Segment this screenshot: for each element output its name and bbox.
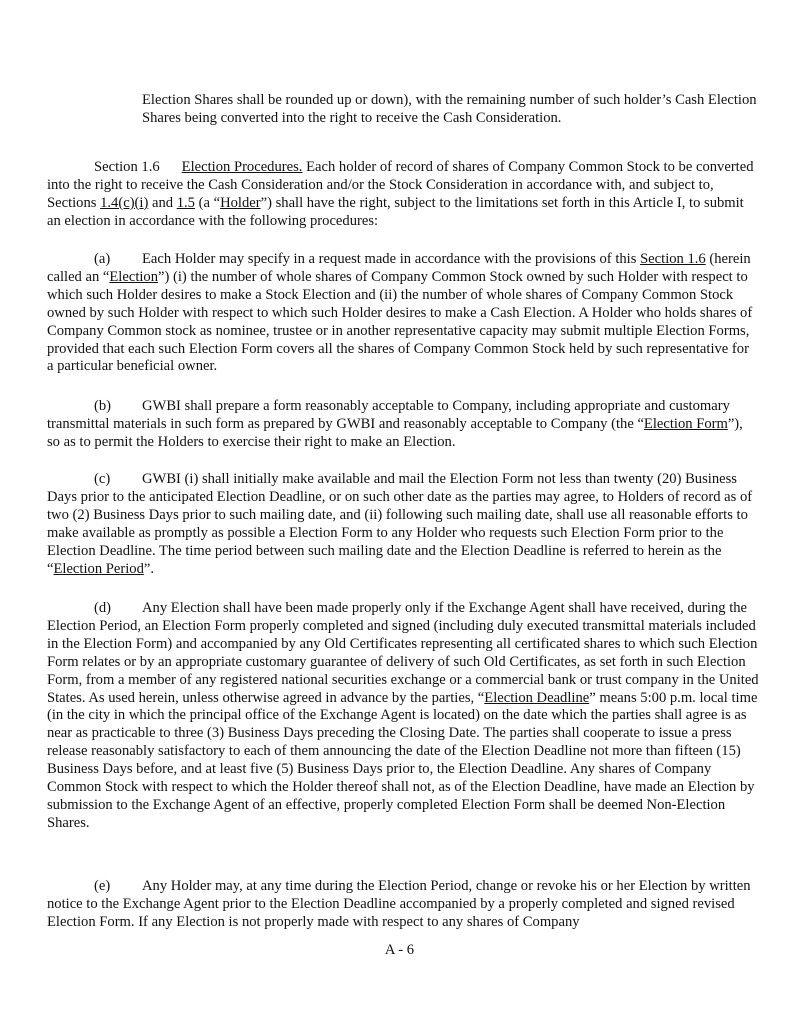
section-1-6-paragraph bbox=[47, 159, 759, 231]
paragraph-d-text-1: Any Election shall have been made properly only if the Exchange Agent shall have received, during the Election Period, an Election Form properly completed and signed (including duly executed transmittal materials included in the Election Form) and accompanied by any Old Certificates representing all certificated shares to which such Election Form relates or by an appropriate customary guarantee of delivery of such Old Certificates, as set forth in such Election Form, from a member of any registered national securities exchange or a commercial bank or trust company in the United States. As used herein, unless otherwise agreed in advance by the parties, “ bbox=[47, 600, 759, 706]
defined-term-holder: Holder bbox=[220, 194, 261, 211]
paragraph-b-text-2: ”), so as to permit the Holders to exercise their right to make an Election. bbox=[47, 415, 743, 450]
section-title: Election Procedures. bbox=[181, 159, 303, 175]
continuation-text: Election Shares shall be rounded up or down), with the remaining number of such holder’s Cash Election Shares being converted into the right to receive the Cash Consideration. bbox=[142, 92, 757, 126]
paragraph-b bbox=[47, 398, 759, 452]
page-number: A - 6 bbox=[384, 942, 415, 958]
section-text-4: ”) shall have the right, subject to the limitations set forth in this Article I, to submit an election in accordance with the following procedures: bbox=[47, 194, 744, 229]
paragraph-d-text-2: ” means 5:00 p.m. local time (in the city in which the principal office of the Exchange Agent is located) on the date which the parties shall agree is as near as practicable to three (3) Business Days preceding the Closing Date. The parties shall cooperate to issue a press release reasonably satisfactory to each of them announcing the date of the Election Deadline not more than fifteen (15) Business Days before, and at least five (5) Business Days prior to, the Election Deadline. Any shares of Company Common Stock with respect to which the Holder thereof shall not, as of the Election Deadline, have made an Election by submission to the Exchange Agent of an effective, properly completed Election Form shall be deemed Non-Election Shares. bbox=[47, 689, 758, 831]
continuation-paragraph bbox=[142, 92, 760, 128]
paragraph-c-text-2: ”. bbox=[143, 560, 155, 577]
paragraph-a-text-2: (herein called an “ bbox=[47, 251, 751, 285]
paragraph-c-text-1: GWBI (i) shall initially make available and mail the Election Form not less than twenty (20) Business Days prior to the anticipated Election Deadline, or on such other date as the parties may agree, to Holders of record as of two (2) Business Days prior to such mailing date, and (ii) following such mailing date, shall use all reasonable efforts to make available as promptly as possible a Election Form to any Holder who requests such Election Form prior to the Election Deadline. The time period between such mailing date and the Election Deadline is referred to herein as the “ bbox=[47, 471, 753, 577]
paragraph-d-label: (d) bbox=[94, 600, 112, 616]
section-ref-1-4-c-i: 1.4(c)(i) bbox=[100, 194, 149, 211]
section-text-2: and bbox=[148, 194, 177, 211]
paragraph-b-text-1: GWBI shall prepare a form reasonably acceptable to Company, including appropriate and customary transmittal materials in such form as prepared by GWBI and reasonably acceptable to Company (the “ bbox=[47, 398, 730, 432]
defined-term-election-period: Election Period bbox=[53, 560, 144, 577]
defined-term-election: Election bbox=[109, 268, 159, 285]
paragraph-a-label: (a) bbox=[94, 251, 111, 267]
paragraph-c bbox=[47, 471, 759, 578]
paragraph-a-text-3: ”) (i) the number of whole shares of Company Common Stock owned by such Holder with respect to which such Holder desires to make a Stock Election and (ii) the number of whole shares of Company Common Stock owned by such Holder with respect to which such Holder desires to make a Cash Election. A Holder who holds shares of Company Common stock as nominee, trustee or in another representative capacity may submit multiple Election Forms, provided that each such Election Form covers all the shares of Company Common Stock held by such representative for a particular beneficial owner. bbox=[47, 268, 753, 375]
paragraph-a bbox=[47, 251, 759, 376]
defined-term-election-deadline: Election Deadline bbox=[484, 689, 590, 706]
defined-term-election-form: Election Form bbox=[643, 415, 728, 432]
paragraph-c-label: (c) bbox=[94, 471, 111, 487]
paragraph-e bbox=[47, 878, 759, 932]
section-number: Section 1.6 bbox=[94, 159, 160, 175]
paragraph-a-text-1: Each Holder may specify in a request made in accordance with the provisions of this bbox=[142, 251, 641, 267]
paragraph-e-text-1: Any Holder may, at any time during the Election Period, change or revoke his or her Election by written notice to the Exchange Agent prior to the Election Deadline accompanied by a properly completed and signed revised Election Form. If any Election is not properly made with respect to any shares of Company bbox=[47, 878, 751, 930]
paragraph-b-label: (b) bbox=[94, 398, 112, 414]
section-text-1: Each holder of record of shares of Company Common Stock to be converted into the right to receive the Cash Consideration and/or the Stock Consideration in accordance with, and subject to, Sections bbox=[47, 159, 754, 211]
paragraph-a-ref-section-1-6: Section 1.6 bbox=[640, 251, 706, 267]
section-ref-1-5: 1.5 bbox=[176, 194, 195, 211]
paragraph-e-label: (e) bbox=[94, 878, 111, 894]
paragraph-d bbox=[47, 600, 759, 833]
section-text-3: (a “ bbox=[194, 194, 221, 211]
